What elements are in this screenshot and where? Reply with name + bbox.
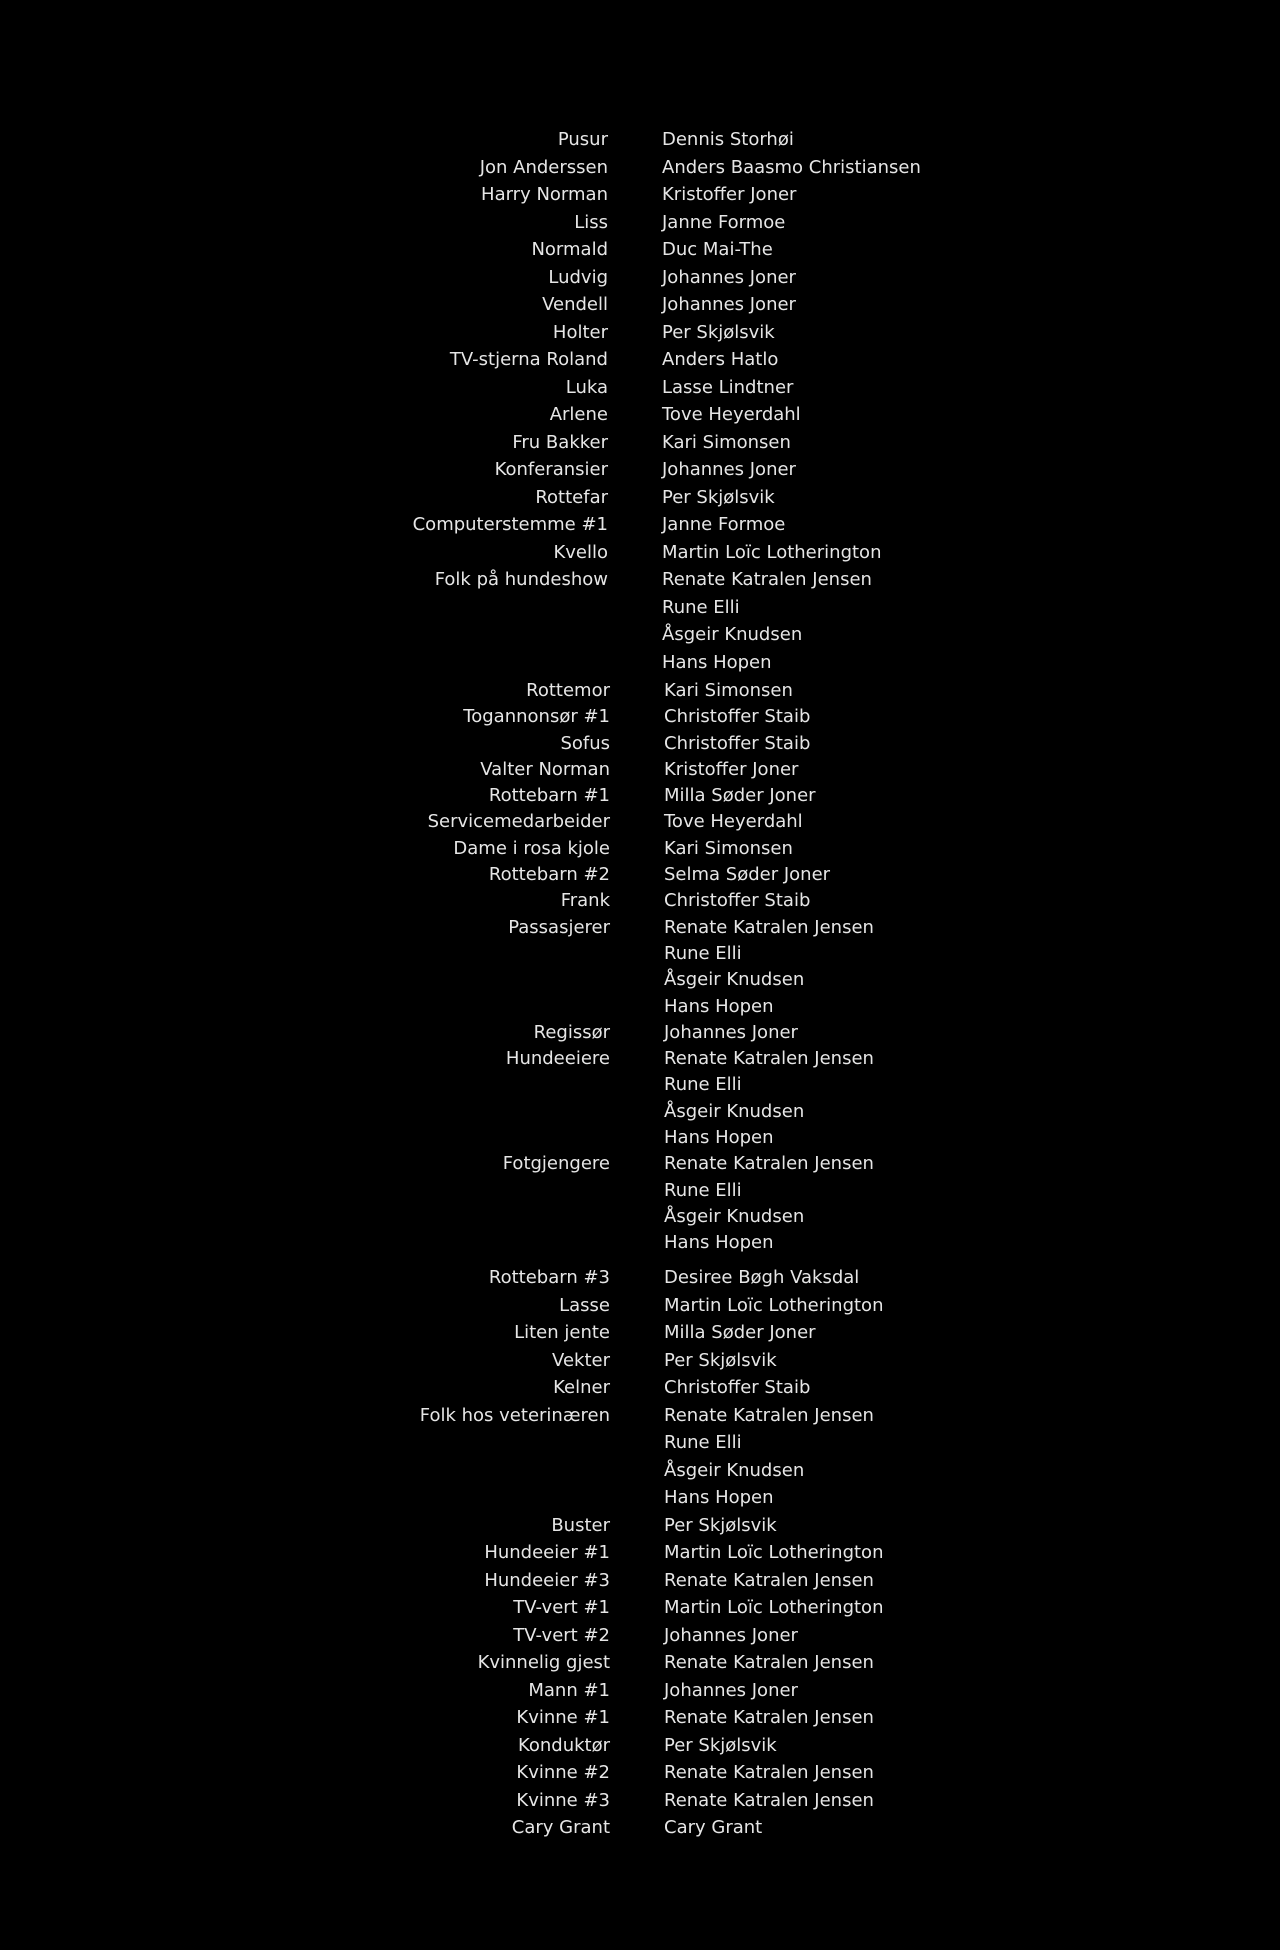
credit-row	[0, 1046, 1280, 1072]
credit-row	[0, 967, 1280, 993]
credit-actor: Christoffer Staib	[664, 890, 811, 912]
credit-row	[0, 915, 1280, 941]
credit-row	[0, 1622, 1280, 1650]
credit-role: Valter Norman	[480, 758, 610, 780]
credit-actor: Milla Søder Joner	[664, 785, 816, 807]
credit-role: Ludvig	[548, 266, 608, 288]
credit-actor: Renate Katralen Jensen	[664, 1153, 874, 1175]
credit-row	[0, 1204, 1280, 1230]
credit-actor: Duc Mai-The	[662, 239, 773, 260]
credit-role: Jon Anderssen	[479, 156, 608, 178]
credit-role: Liten jente	[514, 1322, 610, 1343]
credit-actor: Anders Baasmo Christiansen	[662, 156, 921, 178]
credit-row	[0, 1787, 1280, 1815]
credit-actor: Selma Søder Joner	[664, 864, 831, 886]
credit-role: Konferansier	[494, 459, 608, 480]
credit-role: Rottemor	[526, 680, 610, 701]
credit-row	[0, 1099, 1280, 1125]
credit-role: Fru Bakker	[512, 431, 608, 453]
credit-actor: Christoffer Staib	[664, 732, 811, 754]
credit-actor: Martin Loïc Lotherington	[664, 1542, 884, 1563]
credit-row	[0, 539, 1280, 567]
credit-row	[0, 783, 1280, 809]
credit-row	[0, 1292, 1280, 1320]
credit-role: Arlene	[549, 404, 608, 425]
credit-actor: Hans Hopen	[664, 995, 774, 1017]
credit-actor: Kari Simonsen	[662, 431, 791, 453]
credit-row	[0, 319, 1280, 347]
credit-row	[0, 181, 1280, 209]
credit-role: Kvinne #2	[516, 1762, 610, 1783]
credit-row	[0, 456, 1280, 484]
credits-section-2	[0, 678, 1280, 1257]
credit-role: TV-vert #1	[513, 1597, 610, 1618]
credit-role: Rottebarn #3	[488, 1267, 610, 1288]
credit-actor: Cary Grant	[664, 1817, 763, 1838]
credit-actor: Desiree Bøgh Vaksdal	[664, 1267, 860, 1288]
credit-role: Computerstemme #1	[412, 514, 608, 535]
credit-row	[0, 678, 1280, 704]
credit-role: Fotgjengere	[502, 1153, 610, 1175]
credit-row	[0, 346, 1280, 374]
credit-actor: Renate Katralen Jensen	[664, 1762, 874, 1783]
credit-role: Kvinne #1	[516, 1707, 610, 1728]
credit-role: Luka	[565, 376, 608, 398]
credit-row	[0, 401, 1280, 429]
credit-actor: Janne Formoe	[662, 514, 786, 535]
credit-actor: Tove Heyerdahl	[664, 811, 803, 833]
credit-actor: Rune Elli	[664, 1074, 742, 1096]
credit-role: Lasse	[559, 1294, 610, 1316]
credits-section-1	[0, 126, 1280, 676]
credit-row	[0, 1484, 1280, 1512]
credit-row	[0, 704, 1280, 730]
credit-actor: Renate Katralen Jensen	[662, 569, 872, 590]
credit-row	[0, 757, 1280, 783]
credit-actor: Åsgeir Knudsen	[664, 969, 805, 991]
credit-role: Dame i rosa kjole	[453, 837, 610, 859]
credit-row	[0, 809, 1280, 835]
credit-role: Pusur	[557, 129, 608, 150]
credit-actor: Hans Hopen	[664, 1487, 774, 1508]
credit-role: Kvello	[553, 541, 608, 563]
credit-role: Kvinne #3	[516, 1789, 610, 1811]
credit-role: Mann #1	[528, 1679, 610, 1701]
credit-role: Togannonsør #1	[463, 706, 610, 728]
credit-row	[0, 1567, 1280, 1595]
credit-actor: Åsgeir Knudsen	[662, 624, 803, 645]
credit-actor: Renate Katralen Jensen	[664, 1404, 874, 1426]
credit-row	[0, 1319, 1280, 1347]
credit-row	[0, 1072, 1280, 1098]
credit-actor: Per Skjølsvik	[662, 321, 775, 343]
credit-role: Harry Norman	[481, 184, 608, 205]
credit-actor: Renate Katralen Jensen	[664, 1707, 874, 1728]
credit-actor: Johannes Joner	[664, 1624, 798, 1646]
credit-row	[0, 1704, 1280, 1732]
credit-row	[0, 1374, 1280, 1402]
credit-row	[0, 1347, 1280, 1375]
credit-actor: Hans Hopen	[664, 1232, 774, 1254]
credit-actor: Kari Simonsen	[664, 837, 793, 859]
credit-row	[0, 154, 1280, 182]
credit-role: Holter	[552, 321, 608, 343]
credit-role: Frank	[560, 890, 610, 912]
credit-actor: Per Skjølsvik	[662, 486, 775, 508]
credit-row	[0, 1429, 1280, 1457]
credit-row	[0, 1125, 1280, 1151]
credit-actor: Renate Katralen Jensen	[664, 1569, 874, 1591]
credit-actor: Per Skjølsvik	[664, 1514, 777, 1536]
credit-role: Kelner	[553, 1377, 610, 1398]
credit-row	[0, 594, 1280, 622]
credit-role: Sofus	[560, 732, 610, 754]
credit-row	[0, 1230, 1280, 1256]
credit-row	[0, 1539, 1280, 1567]
credit-role: Rottefar	[535, 486, 608, 508]
credit-actor: Rune Elli	[664, 1432, 742, 1453]
credit-actor: Christoffer Staib	[664, 706, 811, 728]
credit-row	[0, 1151, 1280, 1177]
credit-row	[0, 941, 1280, 967]
credit-actor: Kristoffer Joner	[662, 184, 797, 205]
credit-row	[0, 862, 1280, 888]
credit-role: Hundeeier #3	[484, 1569, 610, 1591]
credit-actor: Hans Hopen	[664, 1127, 774, 1149]
credit-row	[0, 374, 1280, 402]
credit-row	[0, 1814, 1280, 1842]
credit-row	[0, 1594, 1280, 1622]
credit-row	[0, 511, 1280, 539]
credit-row	[0, 126, 1280, 154]
credit-row	[0, 1020, 1280, 1046]
credit-row	[0, 888, 1280, 914]
credit-role: Cary Grant	[511, 1817, 610, 1838]
credit-row	[0, 836, 1280, 862]
credit-actor: Per Skjølsvik	[664, 1734, 777, 1756]
credit-actor: Johannes Joner	[664, 1679, 798, 1701]
credit-role: Buster	[551, 1514, 610, 1536]
credit-row	[0, 1264, 1280, 1292]
credit-actor: Rune Elli	[664, 942, 742, 964]
credit-row	[0, 566, 1280, 594]
credit-actor: Johannes Joner	[662, 294, 796, 315]
credit-actor: Renate Katralen Jensen	[664, 1048, 874, 1070]
credit-role: Servicemedarbeider	[427, 811, 610, 833]
credit-actor: Janne Formoe	[662, 211, 786, 233]
credit-actor: Renate Katralen Jensen	[664, 1652, 874, 1673]
credit-row	[0, 1732, 1280, 1760]
credit-actor: Per Skjølsvik	[664, 1349, 777, 1371]
credit-actor: Milla Søder Joner	[664, 1322, 816, 1343]
credit-role: Kvinnelig gjest	[477, 1652, 610, 1673]
credit-role: Konduktør	[517, 1734, 610, 1756]
credit-role: Vekter	[552, 1349, 610, 1371]
credit-row	[0, 1512, 1280, 1540]
credit-role: Liss	[574, 211, 608, 233]
credit-actor: Kristoffer Joner	[664, 758, 799, 780]
credit-actor: Rune Elli	[662, 596, 740, 618]
credit-role: Rottebarn #2	[488, 864, 610, 886]
credit-actor: Lasse Lindtner	[662, 376, 794, 398]
credit-actor: Tove Heyerdahl	[662, 404, 801, 425]
credit-actor: Martin Loïc Lotherington	[664, 1294, 884, 1316]
credit-role: Passasjerer	[508, 916, 610, 938]
credit-actor: Johannes Joner	[664, 1021, 798, 1043]
credits-section-3	[0, 1264, 1280, 1842]
credit-row	[0, 1402, 1280, 1430]
credit-actor: Anders Hatlo	[662, 349, 779, 370]
credit-row	[0, 1759, 1280, 1787]
credit-row	[0, 484, 1280, 512]
credit-actor: Åsgeir Knudsen	[664, 1205, 805, 1227]
credit-row	[0, 621, 1280, 649]
credit-row	[0, 236, 1280, 264]
credit-actor: Renate Katralen Jensen	[664, 916, 874, 938]
credit-actor: Johannes Joner	[662, 266, 796, 288]
credit-role: Regissør	[533, 1021, 610, 1043]
credit-row	[0, 1178, 1280, 1204]
credit-row	[0, 994, 1280, 1020]
credit-actor: Dennis Storhøi	[662, 129, 794, 150]
credit-row	[0, 649, 1280, 677]
credit-role: Hundeeier #1	[484, 1542, 610, 1563]
credit-actor: Åsgeir Knudsen	[664, 1100, 805, 1122]
credit-role: Rottebarn #1	[488, 785, 610, 807]
credit-actor: Martin Loïc Lotherington	[662, 541, 882, 563]
credit-role: Folk på hundeshow	[434, 569, 608, 590]
credit-role: Normald	[531, 239, 608, 260]
credit-role: TV-stjerna Roland	[449, 349, 608, 370]
credit-row	[0, 1457, 1280, 1485]
credit-row	[0, 1677, 1280, 1705]
credit-role: Folk hos veterinæren	[419, 1404, 610, 1426]
credit-row	[0, 429, 1280, 457]
credit-row	[0, 1649, 1280, 1677]
credit-actor: Kari Simonsen	[664, 680, 793, 701]
credit-actor: Åsgeir Knudsen	[664, 1459, 805, 1481]
credit-row	[0, 731, 1280, 757]
credit-row	[0, 209, 1280, 237]
credit-actor: Renate Katralen Jensen	[664, 1789, 874, 1811]
credit-actor: Christoffer Staib	[664, 1377, 811, 1398]
credit-actor: Martin Loïc Lotherington	[664, 1597, 884, 1618]
credit-row	[0, 291, 1280, 319]
credit-actor: Hans Hopen	[662, 651, 772, 673]
credit-role: Vendell	[542, 294, 608, 315]
credit-row	[0, 264, 1280, 292]
credit-role: Hundeeiere	[505, 1048, 610, 1070]
credit-role: TV-vert #2	[513, 1624, 610, 1646]
credit-actor: Johannes Joner	[662, 459, 796, 480]
credit-actor: Rune Elli	[664, 1179, 742, 1201]
